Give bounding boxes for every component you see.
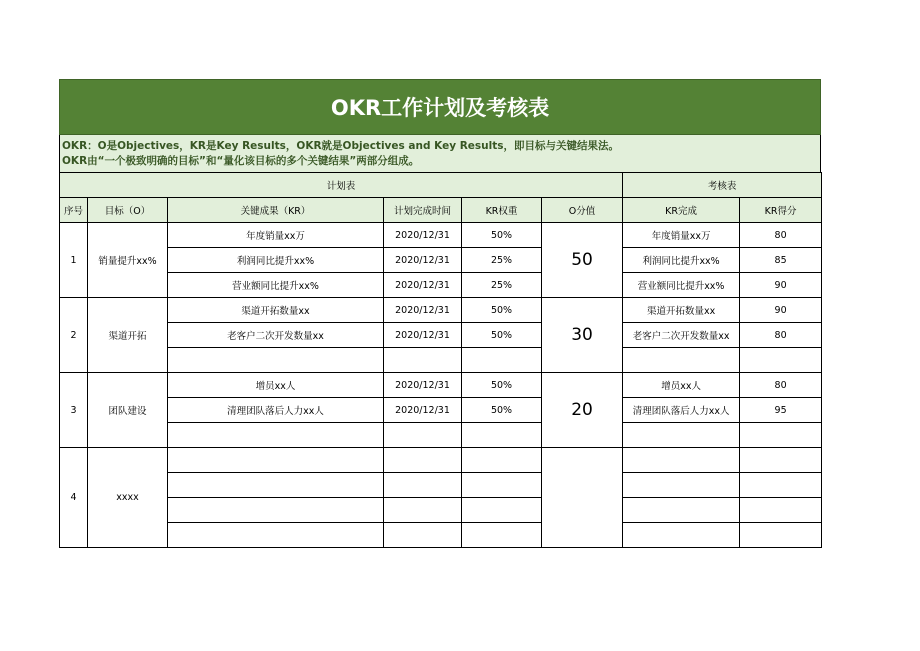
table-row [60, 448, 822, 473]
kr-done-cell[interactable] [623, 348, 740, 373]
kr-weight-cell[interactable]: 50% [462, 298, 542, 323]
plan-time-cell[interactable]: 2020/12/31 [384, 298, 462, 323]
kr-done-cell[interactable] [623, 498, 740, 523]
kr-weight-cell[interactable] [462, 473, 542, 498]
objective-cell[interactable]: 销量提升xx% [88, 223, 168, 298]
table-row [60, 348, 822, 373]
kr-weight-cell[interactable]: 50% [462, 398, 542, 423]
section-assess: 考核表 [623, 173, 822, 198]
objective-cell[interactable]: xxxx [88, 448, 168, 548]
kr-done-cell[interactable]: 营业额同比提升xx% [623, 273, 740, 298]
table-row [60, 223, 822, 248]
kr-cell[interactable]: 年度销量xx万 [168, 223, 384, 248]
kr-cell[interactable] [168, 348, 384, 373]
table-row [60, 498, 822, 523]
kr-weight-cell[interactable]: 25% [462, 273, 542, 298]
kr-weight-cell[interactable]: 25% [462, 248, 542, 273]
plan-time-cell[interactable] [384, 448, 462, 473]
kr-done-cell[interactable]: 老客户二次开发数量xx [623, 323, 740, 348]
kr-cell[interactable] [168, 498, 384, 523]
header-kr-weight: KR权重 [462, 198, 542, 223]
kr-weight-cell[interactable] [462, 348, 542, 373]
kr-score-cell[interactable] [740, 498, 822, 523]
o-score-cell[interactable]: 50 [542, 223, 623, 298]
o-score-cell[interactable]: 30 [542, 298, 623, 373]
kr-done-cell[interactable] [623, 473, 740, 498]
table-row [60, 473, 822, 498]
plan-time-cell[interactable] [384, 523, 462, 548]
header-no: 序号 [60, 198, 88, 223]
header-objective: 目标（O） [88, 198, 168, 223]
objective-cell[interactable]: 团队建设 [88, 373, 168, 448]
header-o-score: O分值 [542, 198, 623, 223]
plan-time-cell[interactable]: 2020/12/31 [384, 223, 462, 248]
kr-score-cell[interactable]: 80 [740, 373, 822, 398]
kr-cell[interactable]: 老客户二次开发数量xx [168, 323, 384, 348]
sheet-title: OKR工作计划及考核表 [59, 79, 821, 135]
kr-weight-cell[interactable] [462, 498, 542, 523]
note-line-1: OKR：O是Objectives，KR是Key Results，OKR就是Objectives and Key Results，即目标与关键结果法。 [62, 140, 620, 152]
objective-cell[interactable]: 渠道开拓 [88, 298, 168, 373]
plan-time-cell[interactable] [384, 498, 462, 523]
row-number[interactable]: 4 [60, 448, 88, 548]
table-row [60, 323, 822, 348]
okr-sheet [59, 79, 821, 548]
table-row [60, 398, 822, 423]
kr-done-cell[interactable]: 增员xx人 [623, 373, 740, 398]
kr-score-cell[interactable]: 90 [740, 298, 822, 323]
header-plan-time: 计划完成时间 [384, 198, 462, 223]
kr-cell[interactable] [168, 448, 384, 473]
kr-score-cell[interactable] [740, 473, 822, 498]
note-line-2: OKR由“一个极致明确的目标”和“量化该目标的多个关键结果”两部分组成。 [62, 155, 420, 167]
row-number[interactable]: 1 [60, 223, 88, 298]
section-plan: 计划表 [60, 173, 623, 198]
kr-done-cell[interactable] [623, 423, 740, 448]
header-kr-score: KR得分 [740, 198, 822, 223]
plan-time-cell[interactable]: 2020/12/31 [384, 373, 462, 398]
kr-weight-cell[interactable]: 50% [462, 323, 542, 348]
plan-time-cell[interactable]: 2020/12/31 [384, 248, 462, 273]
kr-cell[interactable]: 渠道开拓数量xx [168, 298, 384, 323]
kr-cell[interactable]: 增员xx人 [168, 373, 384, 398]
kr-done-cell[interactable]: 年度销量xx万 [623, 223, 740, 248]
kr-done-cell[interactable]: 清理团队落后人力xx人 [623, 398, 740, 423]
kr-score-cell[interactable]: 80 [740, 223, 822, 248]
table-row [60, 273, 822, 298]
plan-time-cell[interactable] [384, 423, 462, 448]
kr-cell[interactable] [168, 473, 384, 498]
kr-cell[interactable]: 清理团队落后人力xx人 [168, 398, 384, 423]
kr-score-cell[interactable] [740, 448, 822, 473]
o-score-cell[interactable] [542, 448, 623, 548]
plan-time-cell[interactable]: 2020/12/31 [384, 398, 462, 423]
kr-cell[interactable]: 营业额同比提升xx% [168, 273, 384, 298]
kr-done-cell[interactable] [623, 448, 740, 473]
kr-score-cell[interactable]: 80 [740, 323, 822, 348]
kr-score-cell[interactable]: 90 [740, 273, 822, 298]
table-row [60, 373, 822, 398]
kr-weight-cell[interactable] [462, 523, 542, 548]
kr-score-cell[interactable] [740, 423, 822, 448]
row-number[interactable]: 3 [60, 373, 88, 448]
kr-done-cell[interactable]: 渠道开拓数量xx [623, 298, 740, 323]
header-kr: 关键成果（KR） [168, 198, 384, 223]
kr-cell[interactable] [168, 423, 384, 448]
section-row [60, 173, 822, 198]
okr-table [59, 172, 822, 548]
table-row [60, 298, 822, 323]
okr-description [59, 135, 821, 172]
kr-cell[interactable] [168, 523, 384, 548]
kr-done-cell[interactable]: 利润同比提升xx% [623, 248, 740, 273]
header-kr-done: KR完成 [623, 198, 740, 223]
kr-score-cell[interactable] [740, 523, 822, 548]
kr-weight-cell[interactable] [462, 423, 542, 448]
plan-time-cell[interactable]: 2020/12/31 [384, 323, 462, 348]
table-row [60, 248, 822, 273]
kr-weight-cell[interactable] [462, 448, 542, 473]
kr-score-cell[interactable]: 95 [740, 398, 822, 423]
kr-score-cell[interactable] [740, 348, 822, 373]
o-score-cell[interactable]: 20 [542, 373, 623, 448]
header-row [60, 198, 822, 223]
table-row [60, 423, 822, 448]
kr-weight-cell[interactable]: 50% [462, 223, 542, 248]
kr-weight-cell[interactable]: 50% [462, 373, 542, 398]
kr-score-cell[interactable]: 85 [740, 248, 822, 273]
plan-time-cell[interactable] [384, 473, 462, 498]
row-number[interactable]: 2 [60, 298, 88, 373]
plan-time-cell[interactable] [384, 348, 462, 373]
plan-time-cell[interactable]: 2020/12/31 [384, 273, 462, 298]
kr-cell[interactable]: 利润同比提升xx% [168, 248, 384, 273]
table-row [60, 523, 822, 548]
kr-done-cell[interactable] [623, 523, 740, 548]
